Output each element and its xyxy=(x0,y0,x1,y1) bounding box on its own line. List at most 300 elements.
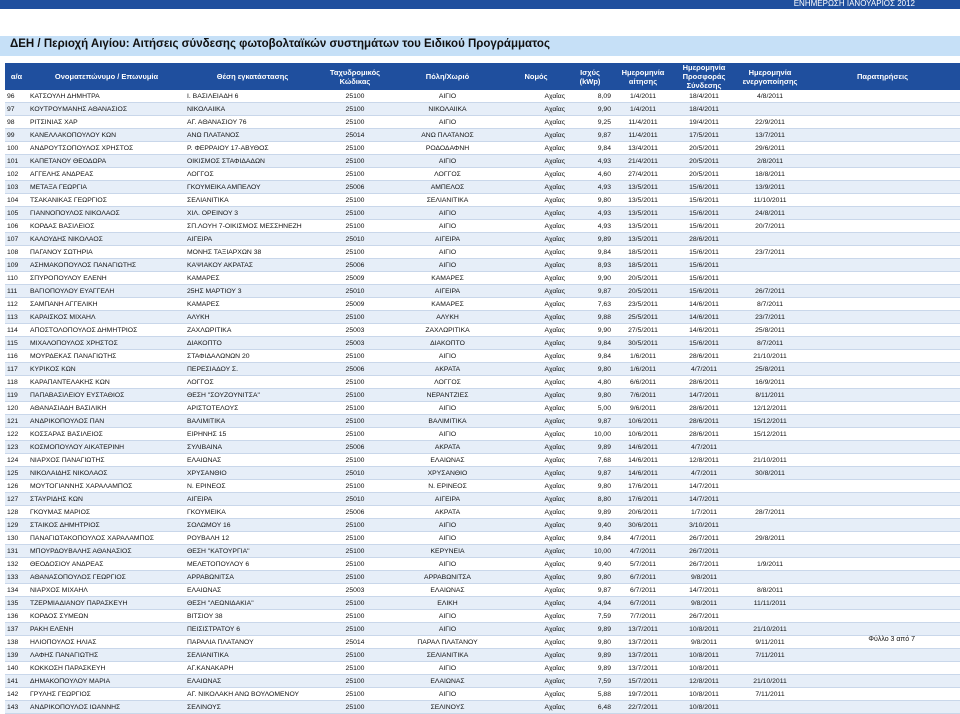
cell-activation-date: 12/12/2011 xyxy=(735,402,805,415)
cell-application-date: 21/4/2011 xyxy=(613,155,673,168)
cell-postcode: 25100 xyxy=(320,623,390,636)
cell-aa: 117 xyxy=(5,363,28,376)
cell-activation-date: 21/10/2011 xyxy=(735,454,805,467)
col-header-power: Ισχύς (kWp) xyxy=(567,63,613,90)
cell-location: ΣΟΛΩΜΟΥ 16 xyxy=(185,519,320,532)
cell-activation-date: 24/8/2011 xyxy=(735,207,805,220)
cell-activation-date: 22/9/2011 xyxy=(735,116,805,129)
cell-activation-date: 26/7/2011 xyxy=(735,285,805,298)
table-row xyxy=(5,233,960,246)
cell-city: ΕΛΑΙΩΝΑΣ xyxy=(390,584,505,597)
cell-aa: 133 xyxy=(5,571,28,584)
cell-power: 9,25 xyxy=(567,116,613,129)
cell-remarks xyxy=(805,337,960,350)
cell-remarks xyxy=(805,142,960,155)
cell-offer-date: 18/4/2011 xyxy=(673,90,735,103)
cell-aa: 140 xyxy=(5,662,28,675)
cell-prefecture: Αχαΐας xyxy=(505,506,567,519)
cell-activation-date: 25/8/2011 xyxy=(735,324,805,337)
cell-application-date: 1/6/2011 xyxy=(613,350,673,363)
cell-offer-date: 26/7/2011 xyxy=(673,558,735,571)
cell-city: ΑΝΩ ΠΛΑΤΑΝΟΣ xyxy=(390,129,505,142)
cell-activation-date xyxy=(735,441,805,454)
cell-application-date: 14/6/2011 xyxy=(613,441,673,454)
table-row xyxy=(5,675,960,688)
cell-location: ΛΟΓΓΟΣ xyxy=(185,168,320,181)
cell-location: ΚΑΜΑΡΕΣ xyxy=(185,298,320,311)
cell-power: 4,93 xyxy=(567,220,613,233)
cell-postcode: 25003 xyxy=(320,324,390,337)
cell-aa: 135 xyxy=(5,597,28,610)
cell-application-date: 13/5/2011 xyxy=(613,220,673,233)
cell-remarks xyxy=(805,116,960,129)
cell-city: ΑΙΓΙΟ xyxy=(390,350,505,363)
cell-location: ΧΙΛ. ΟΡΕΙΝΟΥ 3 xyxy=(185,207,320,220)
table-row xyxy=(5,623,960,636)
table-row xyxy=(5,428,960,441)
cell-application-date: 27/5/2011 xyxy=(613,324,673,337)
cell-city: ΑΙΓΙΟ xyxy=(390,610,505,623)
cell-application-date: 20/5/2011 xyxy=(613,272,673,285)
cell-application-date: 27/4/2011 xyxy=(613,168,673,181)
cell-activation-date xyxy=(735,662,805,675)
cell-aa: 134 xyxy=(5,584,28,597)
cell-offer-date: 4/7/2011 xyxy=(673,441,735,454)
cell-name: ΓΚΟΥΜΑΣ ΜΑΡΙΟΣ xyxy=(28,506,185,519)
cell-prefecture: Αχαΐας xyxy=(505,415,567,428)
cell-aa: 123 xyxy=(5,441,28,454)
cell-name: ΡΙΤΣΙΝΙΑΣ ΧΑΡ xyxy=(28,116,185,129)
cell-location: ΕΛΑΙΩΝΑΣ xyxy=(185,454,320,467)
cell-offer-date: 1/7/2011 xyxy=(673,506,735,519)
cell-activation-date: 13/9/2011 xyxy=(735,181,805,194)
cell-power: 5,88 xyxy=(567,688,613,701)
cell-location: ΑΓ. ΝΙΚΟΛΑΚΗ ΑΝΩ ΒΟΥΛΟΜΕΝΟΥ xyxy=(185,688,320,701)
cell-postcode: 25009 xyxy=(320,298,390,311)
cell-name: ΚΟΣΣΑΡΑΣ ΒΑΣΙΛΕΙΟΣ xyxy=(28,428,185,441)
cell-location: ΣΕΛΙΝΟΥΣ xyxy=(185,701,320,714)
cell-remarks xyxy=(805,688,960,701)
cell-location: ΑΡΡΑΒΩΝΙΤΣΑ xyxy=(185,571,320,584)
cell-postcode: 25010 xyxy=(320,285,390,298)
cell-prefecture: Αχαΐας xyxy=(505,246,567,259)
cell-activation-date: 29/8/2011 xyxy=(735,532,805,545)
cell-aa: 106 xyxy=(5,220,28,233)
cell-city: ΑΙΓΙΟ xyxy=(390,662,505,675)
cell-application-date: 13/5/2011 xyxy=(613,207,673,220)
cell-location: ΣΕΛΙΑΝΙΤΙΚΑ xyxy=(185,194,320,207)
cell-prefecture: Αχαΐας xyxy=(505,558,567,571)
cell-application-date: 30/5/2011 xyxy=(613,337,673,350)
page-footer: Φύλλο 3 από 7 xyxy=(868,636,915,643)
cell-prefecture: Αχαΐας xyxy=(505,545,567,558)
cell-name: ΓΙΑΝΝΟΠΟΥΛΟΣ ΝΙΚΟΛΑΟΣ xyxy=(28,207,185,220)
cell-remarks xyxy=(805,675,960,688)
cell-prefecture: Αχαΐας xyxy=(505,649,567,662)
cell-power: 9,87 xyxy=(567,584,613,597)
cell-remarks xyxy=(805,103,960,116)
cell-location: ΘΕΣΗ "ΣΟΥΖΟΥΝΙΤΣΑ" xyxy=(185,389,320,402)
col-header-aa: α/α xyxy=(5,63,28,90)
cell-remarks xyxy=(805,181,960,194)
cell-postcode: 25100 xyxy=(320,168,390,181)
col-header-prefecture: Νομός xyxy=(505,63,567,90)
cell-power: 9,89 xyxy=(567,441,613,454)
table-row xyxy=(5,597,960,610)
cell-offer-date: 28/6/2011 xyxy=(673,428,735,441)
cell-location: ΕΛΑΙΩΝΑΣ xyxy=(185,584,320,597)
cell-remarks xyxy=(805,246,960,259)
cell-aa: 124 xyxy=(5,454,28,467)
cell-remarks xyxy=(805,376,960,389)
cell-application-date: 13/7/2011 xyxy=(613,636,673,649)
cell-location: ΟΙΚΙΣΜΟΣ ΣΤΑΦΙΔΑΔΩΝ xyxy=(185,155,320,168)
cell-postcode: 25100 xyxy=(320,532,390,545)
cell-power: 9,40 xyxy=(567,558,613,571)
cell-aa: 112 xyxy=(5,298,28,311)
cell-prefecture: Αχαΐας xyxy=(505,493,567,506)
cell-remarks xyxy=(805,545,960,558)
cell-application-date: 13/7/2011 xyxy=(613,649,673,662)
cell-application-date: 6/7/2011 xyxy=(613,597,673,610)
cell-name: ΑΘΑΝΑΣΙΑΔΗ ΒΑΣΙΛΙΚΗ xyxy=(28,402,185,415)
cell-offer-date: 12/8/2011 xyxy=(673,454,735,467)
cell-aa: 128 xyxy=(5,506,28,519)
cell-location: ΑΝΩ ΠΛΑΤΑΝΟΣ xyxy=(185,129,320,142)
cell-name: ΚΑΤΣΟΥΛΗ ΔΗΜΗΤΡΑ xyxy=(28,90,185,103)
cell-prefecture: Αχαΐας xyxy=(505,376,567,389)
cell-aa: 137 xyxy=(5,623,28,636)
table-row xyxy=(5,558,960,571)
cell-prefecture: Αχαΐας xyxy=(505,298,567,311)
cell-application-date: 10/6/2011 xyxy=(613,428,673,441)
cell-offer-date: 20/5/2011 xyxy=(673,155,735,168)
cell-city: ΔΙΑΚΟΠΤΟ xyxy=(390,337,505,350)
cell-offer-date: 15/6/2011 xyxy=(673,246,735,259)
cell-prefecture: Αχαΐας xyxy=(505,259,567,272)
cell-application-date: 11/4/2011 xyxy=(613,116,673,129)
table-row xyxy=(5,584,960,597)
cell-postcode: 25100 xyxy=(320,662,390,675)
cell-offer-date: 15/6/2011 xyxy=(673,272,735,285)
cell-power: 9,84 xyxy=(567,142,613,155)
cell-prefecture: Αχαΐας xyxy=(505,142,567,155)
cell-postcode: 25100 xyxy=(320,103,390,116)
cell-city: ΑΙΓΙΟ xyxy=(390,623,505,636)
cell-offer-date: 9/8/2011 xyxy=(673,571,735,584)
cell-city: ΡΟΔΟΔΑΦΝΗ xyxy=(390,142,505,155)
table-row xyxy=(5,259,960,272)
cell-remarks xyxy=(805,129,960,142)
table-row xyxy=(5,454,960,467)
cell-activation-date xyxy=(735,571,805,584)
cell-postcode: 25100 xyxy=(320,480,390,493)
cell-remarks xyxy=(805,610,960,623)
cell-application-date: 23/5/2011 xyxy=(613,298,673,311)
cell-postcode: 25100 xyxy=(320,519,390,532)
cell-postcode: 25100 xyxy=(320,688,390,701)
cell-application-date: 4/7/2011 xyxy=(613,532,673,545)
cell-aa: 139 xyxy=(5,649,28,662)
table-row xyxy=(5,298,960,311)
cell-prefecture: Αχαΐας xyxy=(505,467,567,480)
cell-offer-date: 14/7/2011 xyxy=(673,389,735,402)
cell-prefecture: Αχαΐας xyxy=(505,571,567,584)
cell-city: ΑΛΥΚΗ xyxy=(390,311,505,324)
cell-activation-date: 7/11/2011 xyxy=(735,688,805,701)
cell-remarks xyxy=(805,259,960,272)
cell-activation-date: 1/9/2011 xyxy=(735,558,805,571)
cell-application-date: 15/7/2011 xyxy=(613,675,673,688)
cell-remarks xyxy=(805,584,960,597)
cell-activation-date xyxy=(735,233,805,246)
cell-power: 9,80 xyxy=(567,571,613,584)
cell-name: ΚΟΡΔΑΣ ΒΑΣΙΛΕΙΟΣ xyxy=(28,220,185,233)
cell-location: ΣΥΛΙΒΑΙΝΑ xyxy=(185,441,320,454)
cell-application-date: 13/7/2011 xyxy=(613,662,673,675)
table-row xyxy=(5,311,960,324)
cell-city: ΑΙΓΙΟ xyxy=(390,207,505,220)
cell-offer-date: 3/10/2011 xyxy=(673,519,735,532)
cell-aa: 114 xyxy=(5,324,28,337)
cell-postcode: 25100 xyxy=(320,155,390,168)
cell-offer-date: 14/7/2011 xyxy=(673,584,735,597)
cell-prefecture: Αχαΐας xyxy=(505,454,567,467)
table-row xyxy=(5,636,960,649)
cell-name: ΣΤΑΙΚΟΣ ΔΗΜΗΤΡΙΟΣ xyxy=(28,519,185,532)
cell-aa: 142 xyxy=(5,688,28,701)
cell-prefecture: Αχαΐας xyxy=(505,285,567,298)
cell-location: ΑΛΥΚΗ xyxy=(185,311,320,324)
cell-city: ΑΙΓΕΙΡΑ xyxy=(390,493,505,506)
page-title: ΔΕΗ / Περιοχή Αιγίου: Αιτήσεις σύνδεσης φωτοβολταϊκών συστημάτων του Ειδικού Προγράμματος xyxy=(10,38,550,50)
col-header-location: Θέση εγκατάστασης xyxy=(185,63,320,90)
cell-city: ΑΙΓΙΟ xyxy=(390,90,505,103)
cell-prefecture: Αχαΐας xyxy=(505,584,567,597)
cell-name: ΑΠΟΣΤΟΛΟΠΟΥΛΟΣ ΔΗΜΗΤΡΙΟΣ xyxy=(28,324,185,337)
cell-activation-date: 2/8/2011 xyxy=(735,155,805,168)
table-row xyxy=(5,701,960,714)
cell-city: Ν. ΕΡΙΝΕΟΣ xyxy=(390,480,505,493)
cell-aa: 118 xyxy=(5,376,28,389)
cell-remarks xyxy=(805,519,960,532)
cell-prefecture: Αχαΐας xyxy=(505,623,567,636)
cell-application-date: 13/5/2011 xyxy=(613,233,673,246)
update-label: ΕΝΗΜΕΡΩΣΗ ΙΑΝΟΥΑΡΙΟΣ 2012 xyxy=(793,0,915,8)
cell-aa: 107 xyxy=(5,233,28,246)
cell-aa: 97 xyxy=(5,103,28,116)
cell-offer-date: 4/7/2011 xyxy=(673,467,735,480)
cell-activation-date: 8/11/2011 xyxy=(735,389,805,402)
cell-application-date: 9/6/2011 xyxy=(613,402,673,415)
cell-offer-date: 26/7/2011 xyxy=(673,545,735,558)
cell-location: ΖΑΧΛΩΡΙΤΙΚΑ xyxy=(185,324,320,337)
cell-remarks xyxy=(805,363,960,376)
cell-postcode: 25009 xyxy=(320,272,390,285)
cell-location: 25ΗΣ ΜΑΡΤΙΟΥ 3 xyxy=(185,285,320,298)
cell-name: ΑΝΔΡΟΥΤΣΟΠΟΥΛΟΣ ΧΡΗΣΤΟΣ xyxy=(28,142,185,155)
cell-aa: 126 xyxy=(5,480,28,493)
applications-table xyxy=(5,63,960,714)
table-header-row xyxy=(5,63,960,90)
cell-name: ΛΑΦΗΣ ΠΑΝΑΓΙΩΤΗΣ xyxy=(28,649,185,662)
cell-application-date: 13/5/2011 xyxy=(613,194,673,207)
cell-remarks xyxy=(805,90,960,103)
cell-aa: 98 xyxy=(5,116,28,129)
cell-name: ΠΑΓΑΝΟΥ ΣΩΤΗΡΙΑ xyxy=(28,246,185,259)
cell-application-date: 17/6/2011 xyxy=(613,493,673,506)
cell-prefecture: Αχαΐας xyxy=(505,207,567,220)
cell-aa: 131 xyxy=(5,545,28,558)
cell-offer-date: 14/6/2011 xyxy=(673,311,735,324)
cell-postcode: 25100 xyxy=(320,610,390,623)
cell-remarks xyxy=(805,454,960,467)
top-banner xyxy=(0,0,960,9)
cell-location: Ν. ΕΡΙΝΕΟΣ xyxy=(185,480,320,493)
table-row xyxy=(5,363,960,376)
cell-offer-date: 15/6/2011 xyxy=(673,337,735,350)
cell-prefecture: Αχαΐας xyxy=(505,363,567,376)
cell-prefecture: Αχαΐας xyxy=(505,675,567,688)
cell-power: 9,87 xyxy=(567,415,613,428)
cell-name: ΒΑΓΙΟΠΟΥΛΟΥ ΕΥΑΓΓΕΛΗ xyxy=(28,285,185,298)
cell-offer-date: 28/6/2011 xyxy=(673,376,735,389)
cell-offer-date: 10/8/2011 xyxy=(673,701,735,714)
cell-power: 4,93 xyxy=(567,207,613,220)
cell-power: 9,80 xyxy=(567,363,613,376)
cell-location: ΝΙΚΟΛΑΙΙΚΑ xyxy=(185,103,320,116)
cell-location: ΠΑΡΑΛΙΑ ΠΛΑΤΑΝΟΥ xyxy=(185,636,320,649)
cell-city: ΑΙΓΙΟ xyxy=(390,246,505,259)
cell-aa: 100 xyxy=(5,142,28,155)
cell-city: ΝΙΚΟΛΑΙΙΚΑ xyxy=(390,103,505,116)
cell-postcode: 25100 xyxy=(320,675,390,688)
cell-city: ΕΛΑΙΩΝΑΣ xyxy=(390,454,505,467)
cell-application-date: 18/5/2011 xyxy=(613,246,673,259)
cell-prefecture: Αχαΐας xyxy=(505,181,567,194)
table-row xyxy=(5,324,960,337)
table-row xyxy=(5,467,960,480)
cell-activation-date: 16/9/2011 xyxy=(735,376,805,389)
cell-postcode: 25100 xyxy=(320,415,390,428)
cell-application-date: 6/7/2011 xyxy=(613,584,673,597)
cell-activation-date: 15/12/2011 xyxy=(735,415,805,428)
cell-city: ΑΚΡΑΤΑ xyxy=(390,506,505,519)
cell-aa: 102 xyxy=(5,168,28,181)
cell-name: ΣΠΥΡΟΠΟΥΛΟΥ ΕΛΕΝΗ xyxy=(28,272,185,285)
cell-application-date: 7/7/2011 xyxy=(613,610,673,623)
cell-prefecture: Αχαΐας xyxy=(505,389,567,402)
cell-postcode: 25010 xyxy=(320,493,390,506)
cell-aa: 99 xyxy=(5,129,28,142)
table-row xyxy=(5,415,960,428)
cell-activation-date xyxy=(735,259,805,272)
cell-name: ΘΕΟΔΟΣΙΟΥ ΑΝΔΡΕΑΣ xyxy=(28,558,185,571)
table-row xyxy=(5,493,960,506)
cell-aa: 121 xyxy=(5,415,28,428)
table-row xyxy=(5,389,960,402)
col-header-city: Πόλη/Χωριό xyxy=(390,63,505,90)
cell-activation-date: 11/11/2011 xyxy=(735,597,805,610)
cell-postcode: 25100 xyxy=(320,90,390,103)
cell-city: ΑΙΓΙΟ xyxy=(390,259,505,272)
cell-aa: 111 xyxy=(5,285,28,298)
cell-application-date: 20/6/2011 xyxy=(613,506,673,519)
cell-offer-date: 15/6/2011 xyxy=(673,220,735,233)
cell-activation-date: 8/7/2011 xyxy=(735,337,805,350)
cell-remarks xyxy=(805,389,960,402)
cell-postcode: 25100 xyxy=(320,402,390,415)
cell-location: ΓΚΟΥΜΕΙΚΑ xyxy=(185,506,320,519)
cell-prefecture: Αχαΐας xyxy=(505,116,567,129)
cell-postcode: 25100 xyxy=(320,207,390,220)
cell-activation-date: 7/11/2011 xyxy=(735,649,805,662)
cell-power: 9,87 xyxy=(567,467,613,480)
cell-name: ΚΑΡΑΙΣΚΟΣ ΜΙΧΑΗΛ xyxy=(28,311,185,324)
cell-power: 8,93 xyxy=(567,259,613,272)
cell-power: 10,00 xyxy=(567,545,613,558)
cell-postcode: 25100 xyxy=(320,545,390,558)
cell-name: ΚΟΚΚΟΣΗ ΠΑΡΑΣΚΕΥΗ xyxy=(28,662,185,675)
cell-application-date: 30/6/2011 xyxy=(613,519,673,532)
cell-power: 9,89 xyxy=(567,506,613,519)
cell-city: ΑΙΓΙΟ xyxy=(390,116,505,129)
table-row xyxy=(5,519,960,532)
cell-postcode: 25100 xyxy=(320,142,390,155)
table-row xyxy=(5,649,960,662)
cell-activation-date: 20/7/2011 xyxy=(735,220,805,233)
cell-postcode: 25100 xyxy=(320,116,390,129)
cell-aa: 109 xyxy=(5,259,28,272)
cell-offer-date: 10/8/2011 xyxy=(673,649,735,662)
cell-location: ΣΤΑΦΙΔΑΛΩΝΩΝ 20 xyxy=(185,350,320,363)
cell-name: ΔΗΜΑΚΟΠΟΥΛΟΥ ΜΑΡΙΑ xyxy=(28,675,185,688)
cell-power: 4,93 xyxy=(567,155,613,168)
cell-postcode: 25100 xyxy=(320,701,390,714)
cell-postcode: 25003 xyxy=(320,584,390,597)
cell-postcode: 25006 xyxy=(320,506,390,519)
cell-location: ΘΕΣΗ "ΚΑΤΟΥΡΓΙΑ" xyxy=(185,545,320,558)
col-header-application-date: Ημερομηνία αίτησης xyxy=(613,63,673,90)
cell-power: 9,80 xyxy=(567,636,613,649)
cell-location: ΕΛΑΙΩΝΑΣ xyxy=(185,675,320,688)
cell-remarks xyxy=(805,324,960,337)
cell-remarks xyxy=(805,350,960,363)
cell-activation-date xyxy=(735,493,805,506)
cell-application-date: 20/5/2011 xyxy=(613,285,673,298)
cell-name: ΚΑΠΕΤΑΝΟΥ ΘΕΟΔΩΡΑ xyxy=(28,155,185,168)
cell-aa: 96 xyxy=(5,90,28,103)
cell-power: 8,80 xyxy=(567,493,613,506)
cell-location: ΓΚΟΥΜΕΙΚΑ ΑΜΠΕΛΟΥ xyxy=(185,181,320,194)
cell-aa: 136 xyxy=(5,610,28,623)
cell-offer-date: 15/6/2011 xyxy=(673,207,735,220)
cell-location: ΜΟΝΗΣ ΤΑΞΙΑΡΧΩΝ 38 xyxy=(185,246,320,259)
cell-name: ΑΘΑΝΑΣΟΠΟΥΛΟΣ ΓΕΩΡΓΙΟΣ xyxy=(28,571,185,584)
cell-power: 4,93 xyxy=(567,181,613,194)
cell-postcode: 25100 xyxy=(320,376,390,389)
cell-aa: 105 xyxy=(5,207,28,220)
cell-postcode: 25100 xyxy=(320,597,390,610)
cell-power: 9,88 xyxy=(567,311,613,324)
table-row xyxy=(5,129,960,142)
cell-application-date: 7/6/2011 xyxy=(613,389,673,402)
cell-prefecture: Αχαΐας xyxy=(505,129,567,142)
cell-aa: 103 xyxy=(5,181,28,194)
table-row xyxy=(5,506,960,519)
table-row xyxy=(5,116,960,129)
cell-name: ΓΡΥΛΗΣ ΓΕΩΡΓΙΟΣ xyxy=(28,688,185,701)
